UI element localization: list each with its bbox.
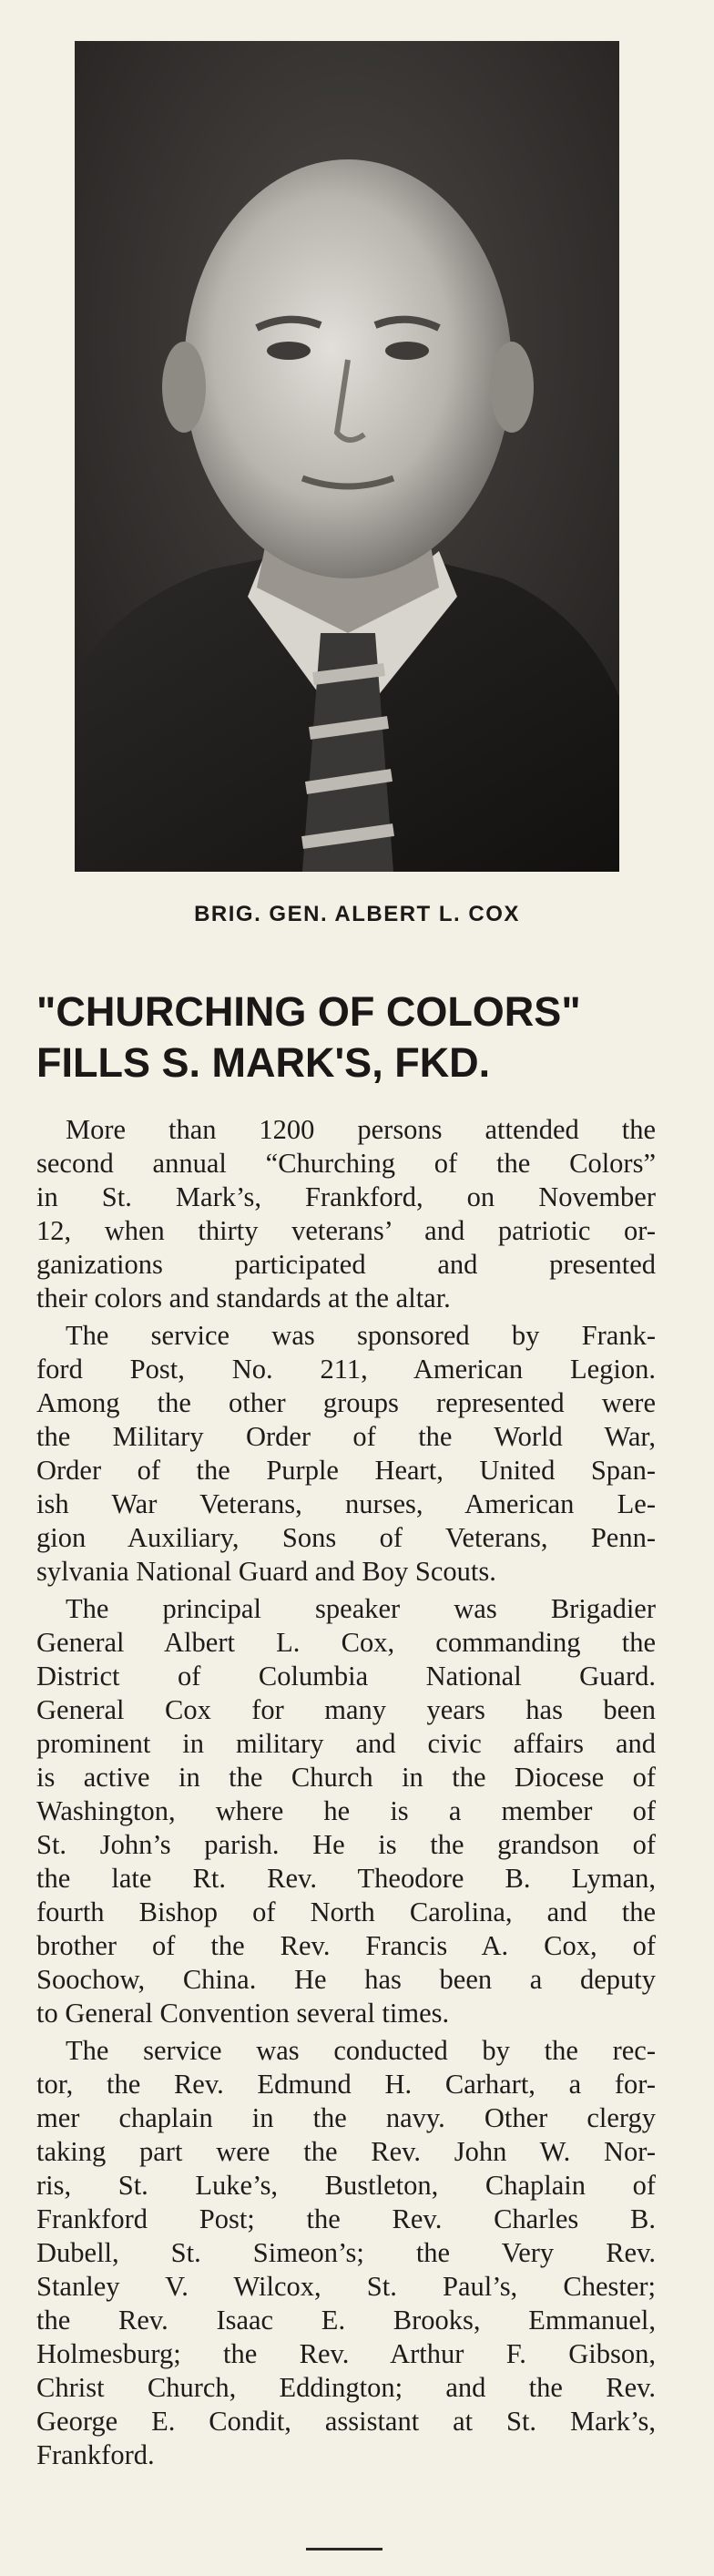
text-line: More than 1200 persons attended the (66, 1114, 656, 1145)
text-line: taking part were the Rev. John W. Nor- (36, 2136, 656, 2167)
text-line: to General Convention several times. (36, 1998, 450, 2029)
text-line: George E. Condit, assistant at St. Mark’s, (36, 2406, 656, 2437)
text-line: the Military Order of the World War, (36, 1421, 656, 1452)
end-rule-divider (306, 2548, 382, 2550)
text-line: Soochow, China. He has been a deputy (36, 1964, 656, 1995)
text-line: Stanley V. Wilcox, St. Paul’s, Chester; (36, 2271, 656, 2302)
text-line: the Rev. Isaac E. Brooks, Emmanuel, (36, 2305, 656, 2336)
paragraph-3 (36, 1592, 656, 2030)
text-line: tor, the Rev. Edmund H. Carhart, a for- (36, 2069, 656, 2100)
text-line: gion Auxiliary, Sons of Veterans, Penn- (36, 1522, 656, 1553)
text-line: The service was sponsored by Frank- (66, 1320, 656, 1351)
text-line: fourth Bishop of North Carolina, and the (36, 1896, 656, 1927)
text-line: District of Columbia National Guard. (36, 1661, 656, 1692)
text-line: ish War Veterans, nurses, American Le- (36, 1488, 656, 1519)
text-line: is active in the Church in the Diocese of (36, 1762, 656, 1793)
portrait-image (75, 41, 619, 872)
text-line: Order of the Purple Heart, United Span- (36, 1455, 656, 1486)
text-line: Among the other groups represented were (36, 1387, 656, 1418)
text-line: second annual “Churching of the Colors” (36, 1148, 656, 1179)
text-line: Christ Church, Eddington; and the Rev. (36, 2372, 656, 2403)
text-line: the late Rt. Rev. Theodore B. Lyman, (36, 1863, 656, 1894)
text-line: Dubell, St. Simeon’s; the Very Rev. (36, 2237, 656, 2268)
headline-line-2: FILLS S. MARK'S, FKD. (36, 1039, 491, 1086)
text-line: prominent in military and civic affairs and (36, 1728, 656, 1759)
paragraph-2 (36, 1319, 656, 1589)
text-line: ford Post, No. 211, American Legion. (36, 1354, 656, 1385)
portrait-photo (75, 41, 619, 872)
article-body (36, 1113, 656, 2476)
text-line: The service was conducted by the rec- (66, 2035, 656, 2066)
text-line: The principal speaker was Brigadier (66, 1593, 656, 1624)
text-line: General Albert L. Cox, commanding the (36, 1627, 656, 1658)
text-line: General Cox for many years has been (36, 1694, 656, 1725)
headline-line-1: "CHURCHING OF COLORS" (36, 988, 581, 1035)
text-line: Frankford. (36, 2439, 155, 2470)
text-line: ris, St. Luke’s, Bustleton, Chaplain of (36, 2170, 656, 2201)
text-line: in St. Mark’s, Frankford, on November (36, 1181, 656, 1212)
text-line: Holmesburg; the Rev. Arthur F. Gibson, (36, 2338, 656, 2369)
text-line: Washington, where he is a member of (36, 1795, 656, 1826)
headline (36, 986, 683, 1089)
text-line: ganizations participated and presented (36, 1249, 656, 1280)
text-line: St. John’s parish. He is the grandson of (36, 1829, 656, 1860)
text-line: mer chaplain in the navy. Other clergy (36, 2102, 656, 2133)
text-line: their colors and standards at the altar. (36, 1283, 451, 1314)
text-line: Frankford Post; the Rev. Charles B. (36, 2203, 656, 2234)
text-line: brother of the Rev. Francis A. Cox, of (36, 1930, 656, 1961)
paragraph-4 (36, 2034, 656, 2472)
paragraph-1 (36, 1113, 656, 1315)
photo-caption: BRIG. GEN. ALBERT L. COX (194, 902, 520, 926)
text-line: 12, when thirty veterans’ and patriotic or- (36, 1215, 656, 1246)
text-line: sylvania National Guard and Boy Scouts. (36, 1556, 496, 1587)
